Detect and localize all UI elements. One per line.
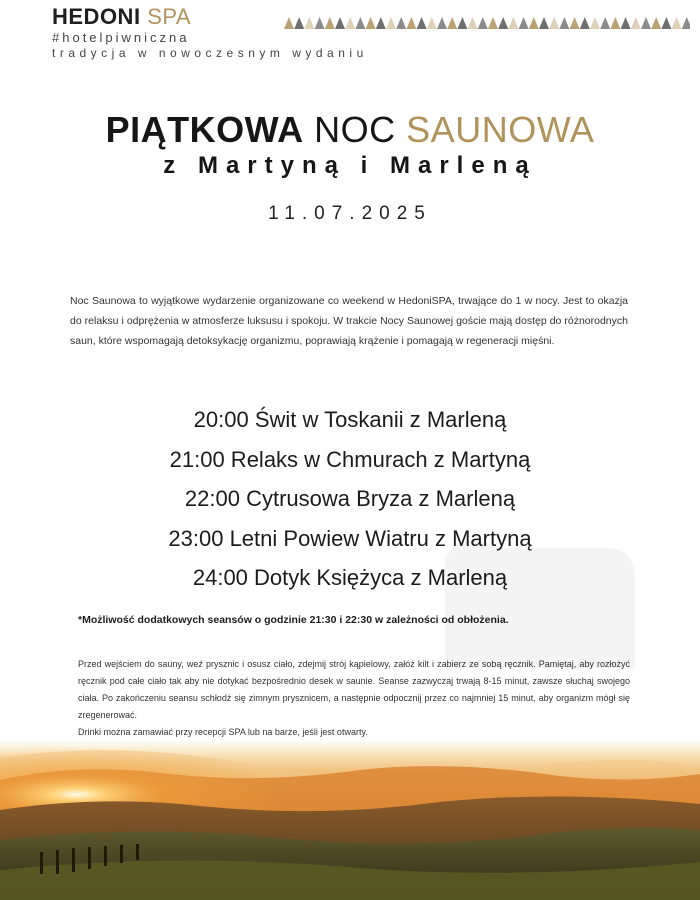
- event-date: 11.07.2025: [268, 203, 432, 224]
- schedule-item: 23:00 Letni Powiew Wiatru z Martyną: [168, 525, 532, 551]
- intro-paragraph: Noc Saunowa to wyjątkowe wydarzenie organizowane co weekend w HedoniSPA, trwające do 1 w nocy. Jest to okazja do relaksu i odprężenia w atmosferze luksusu i spokoju. W trakcie Nocy Saunowej goście mają dostęp do różnorodnych saun, które wspomagają detoksykację organizmu, poprawiają krążenie i pomagają w regeneracji mięśni.: [70, 295, 628, 347]
- schedule-item: 24:00 Dotyk Księżyca z Marleną: [192, 565, 508, 590]
- brand-block: [52, 4, 191, 46]
- sauna-rules: [78, 656, 630, 741]
- decorative-pattern: [284, 17, 690, 29]
- brand-logo: [52, 4, 191, 30]
- tuscany-sunset-image: [0, 740, 700, 900]
- event-title: [0, 108, 700, 152]
- title-bold: PIĄTKOWA: [105, 109, 304, 150]
- brand-slogan: tradycja w nowoczesnym wydaniu: [52, 46, 368, 60]
- schedule-list: [0, 400, 700, 598]
- title-gold: SAUNOWA: [406, 109, 595, 150]
- brand-name-light: SPA: [147, 4, 192, 29]
- rules-paragraph: Przed wejściem do sauny, weź prysznic i osusz ciało, zdejmij strój kąpielowy, załóż kilt i zabierz ze sobą ręcznik. Pamiętaj, aby rozłożyć ręcznik pod całe ciało tak aby nie dotykać bezpośrednio desek w saunie. Seanse zazwyczaj trwają 8-15 minut, zawsze słuchaj swojego ciała. Po zakończeniu seansu schłodź się zimnym prysznicem, a następnie odpocznij przez co najmniej 15 minut, aby organizm mógł się zregenerować.: [78, 659, 630, 720]
- brand-name-bold: HEDONI: [52, 4, 141, 29]
- title-mid: NOC: [314, 109, 396, 150]
- additional-sessions-note: *Możliwość dodatkowych seansów o godzinie 21:30 i 22:30 w zależności od obłożenia.: [78, 614, 509, 626]
- schedule-item: 20:00 Świt w Toskanii z Marleną: [193, 407, 507, 432]
- schedule-item: 21:00 Relaks w Chmurach z Martyną: [169, 446, 531, 472]
- event-subtitle: z Martyną i Marleną: [163, 152, 537, 179]
- schedule-item: 22:00 Cytrusowa Bryza z Marleną: [184, 486, 516, 511]
- brand-hashtag: #hotelpiwniczna: [52, 30, 190, 45]
- rules-paragraph: Drinki można zamawiać przy recepcji SPA lub na barze, jeśli jest otwarty.: [78, 727, 368, 737]
